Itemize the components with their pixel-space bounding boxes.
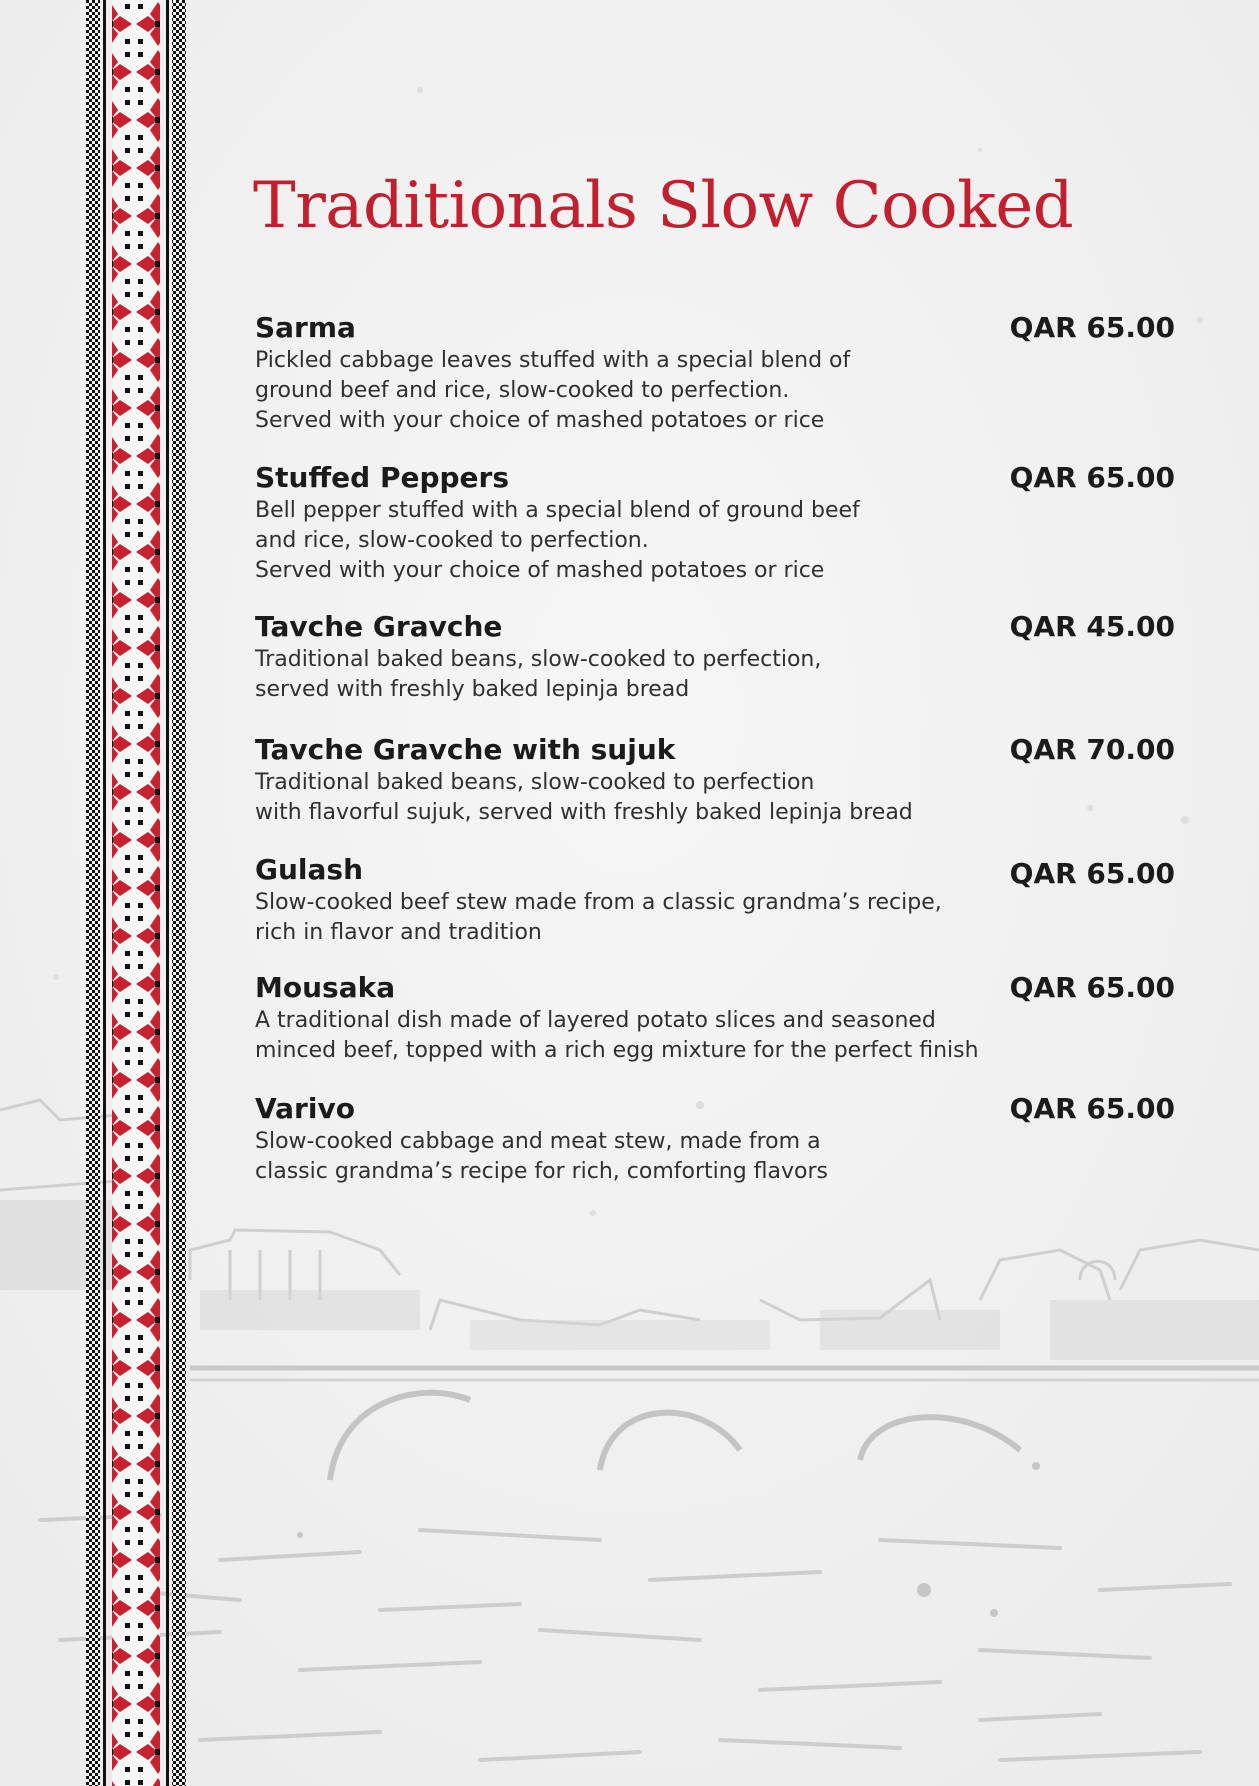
menu-item-tavche-gravche (255, 609, 1175, 705)
menu-item-name: Mousaka (255, 971, 396, 1004)
menu-item-name: Tavche Gravche (255, 610, 503, 643)
menu-item-varivo (255, 1091, 1175, 1187)
menu-item-description (255, 768, 1175, 828)
menu-item-tavche-gravche-sujuk (255, 732, 1175, 828)
menu-item-mousaka (255, 970, 1175, 1066)
description-line: Served with your choice of mashed potatoes or rice (255, 558, 825, 583)
menu-item-sarma (255, 310, 1175, 436)
embroidered-border-strip (86, 0, 186, 1786)
description-line: and rice, slow-cooked to perfection. (255, 528, 649, 553)
menu-item-price: QAR 65.00 (1009, 311, 1175, 344)
description-line: ground beef and rice, slow-cooked to perfection. (255, 378, 790, 403)
menu-item-price: QAR 65.00 (1009, 461, 1175, 494)
description-line: with flavorful sujuk, served with freshly baked lepinja bread (255, 800, 913, 825)
menu-item-description (255, 888, 1175, 948)
description-line: classic grandma’s recipe for rich, comforting flavors (255, 1159, 828, 1184)
description-line: rich in flavor and tradition (255, 920, 542, 945)
menu-item-description (255, 1006, 1175, 1066)
menu-section-title: Traditionals Slow Cooked (253, 169, 1074, 243)
description-line: Slow-cooked beef stew made from a classic grandma’s recipe, (255, 890, 942, 915)
description-line: Pickled cabbage leaves stuffed with a special blend of (255, 348, 851, 373)
description-line: Slow-cooked cabbage and meat stew, made from a (255, 1129, 821, 1154)
menu-item-price: QAR 45.00 (1009, 610, 1175, 643)
menu-item-name: Gulash (255, 853, 364, 886)
menu-item-stuffed-peppers (255, 460, 1175, 586)
description-line: served with freshly baked lepinja bread (255, 677, 690, 702)
menu-item-name: Sarma (255, 311, 356, 344)
menu-item-name: Stuffed Peppers (255, 461, 510, 494)
menu-item-price: QAR 65.00 (1009, 1092, 1175, 1125)
menu-item-name: Varivo (255, 1092, 355, 1125)
menu-item-price: QAR 65.00 (1009, 857, 1175, 890)
menu-item-name: Tavche Gravche with sujuk (255, 733, 676, 766)
menu-item-price: QAR 70.00 (1009, 733, 1175, 766)
description-line: Traditional baked beans, slow-cooked to perfection (255, 770, 815, 795)
description-line: Bell pepper stuffed with a special blend of ground beef (255, 498, 860, 523)
menu-item-description (255, 645, 1175, 705)
description-line: Traditional baked beans, slow-cooked to perfection, (255, 647, 822, 672)
description-line: minced beef, topped with a rich egg mixture for the perfect finish (255, 1038, 979, 1063)
menu-item-description (255, 346, 1175, 436)
description-line: Served with your choice of mashed potatoes or rice (255, 408, 825, 433)
menu-item-description (255, 496, 1175, 586)
menu-item-price: QAR 65.00 (1009, 971, 1175, 1004)
menu-item-gulash (255, 852, 1175, 948)
description-line: A traditional dish made of layered potato slices and seasoned (255, 1008, 936, 1033)
menu-item-description (255, 1127, 1175, 1187)
